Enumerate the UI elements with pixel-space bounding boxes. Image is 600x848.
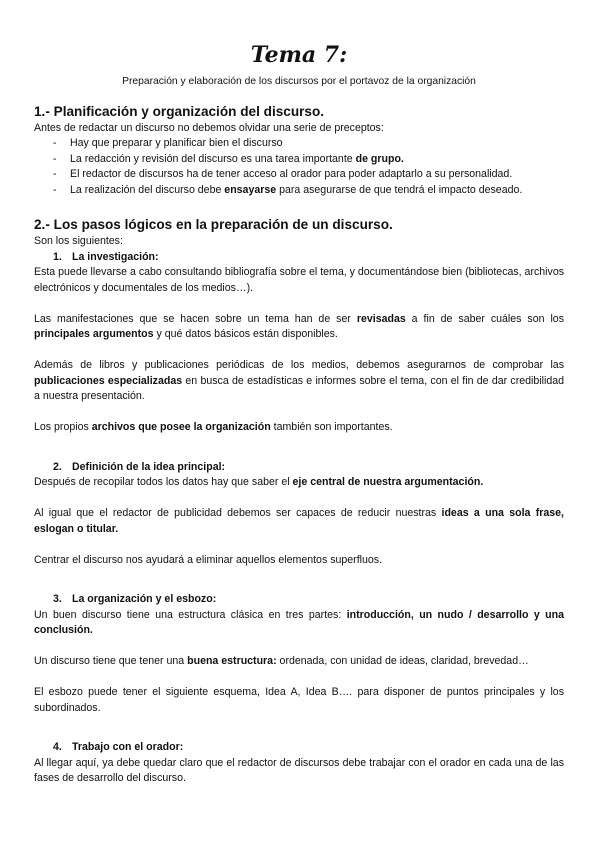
subsection-heading-orador: 4. Trabajo con el orador: bbox=[53, 741, 184, 753]
precepts-list bbox=[34, 136, 564, 198]
paragraph: Después de recopilar todos los datos hay que saber el eje central de nuestra argumentación. bbox=[34, 476, 484, 488]
paragraph: Un buen discurso tiene una estructura clásica en tres partes: introducción, un nudo / desarrollo y una conclusión. bbox=[34, 608, 564, 636]
section-2-intro: Son los siguientes: bbox=[34, 235, 123, 247]
paragraph: Un discurso tiene que tener una buena estructura: ordenada, con unidad de ideas, claridad, brevedad… bbox=[34, 655, 529, 667]
paragraph: Al llegar aquí, ya debe quedar claro que el redactor de discursos debe trabajar con el orador en cada una de las fases de desarrollo del discurso. bbox=[34, 756, 564, 784]
paragraph: Al igual que el redactor de publicidad debemos ser capaces de reducir nuestras ideas a una sola frase, eslogan o titular. bbox=[34, 507, 564, 535]
section-1-intro: Antes de redactar un discurso no debemos olvidar una serie de preceptos: bbox=[34, 121, 384, 134]
subsection-heading-investigacion: 1. La investigación: bbox=[53, 250, 159, 263]
section-2-heading: 2.- Los pasos lógicos en la preparación de un discurso. bbox=[34, 217, 393, 232]
paragraph: El esbozo puede tener el siguiente esquema, Idea A, Idea B…. para disponer de puntos principales y los subordinados. bbox=[34, 686, 564, 714]
list-item: - El redactor de discursos ha de tener acceso al orador para poder adaptarlo a su personalidad. bbox=[53, 167, 564, 183]
subsection-heading-idea-principal: 2. Definición de la idea principal: bbox=[53, 460, 226, 473]
paragraph: Los propios archivos que posee la organización también son importantes. bbox=[34, 421, 393, 433]
paragraph: Además de libros y publicaciones periódicas de los medios, debemos asegurarnos de comprobar las publicaciones especializadas en busca de estadísticas e informes sobre el tema, con el fin de dar credibilidad a nuestra presentación. bbox=[34, 359, 564, 402]
paragraph: Las manifestaciones que se hacen sobre un tema han de ser revisadas a fin de saber cuáles son los principales argumentos y qué datos básicos están disponibles. bbox=[34, 312, 565, 340]
page-subtitle: Preparación y elaboración de los discursos por el portavoz de la organización bbox=[122, 76, 476, 87]
section-1-heading: 1.- Planificación y organización del discurso. bbox=[34, 103, 325, 119]
paragraph: Esta puede llevarse a cabo consultando bibliografía sobre el tema, y documentándose bien (bibliotecas, archivos electrónicos y documentales de los medios…). bbox=[34, 266, 565, 294]
page-title: Tema 7: bbox=[250, 42, 348, 68]
document-page bbox=[34, 42, 564, 787]
list-item: - La realización del discurso debe ensayarse para asegurarse de que tendrá el impacto deseado. bbox=[53, 183, 564, 199]
paragraph: Centrar el discurso nos ayudará a eliminar aquellos elementos superfluos. bbox=[34, 553, 383, 566]
subsection-heading-organizacion: 3. La organización y el esbozo: bbox=[53, 593, 217, 605]
list-item: - La redacción y revisión del discurso es una tarea importante de grupo. bbox=[53, 152, 564, 168]
list-item: - Hay que preparar y planificar bien el discurso bbox=[53, 136, 564, 152]
